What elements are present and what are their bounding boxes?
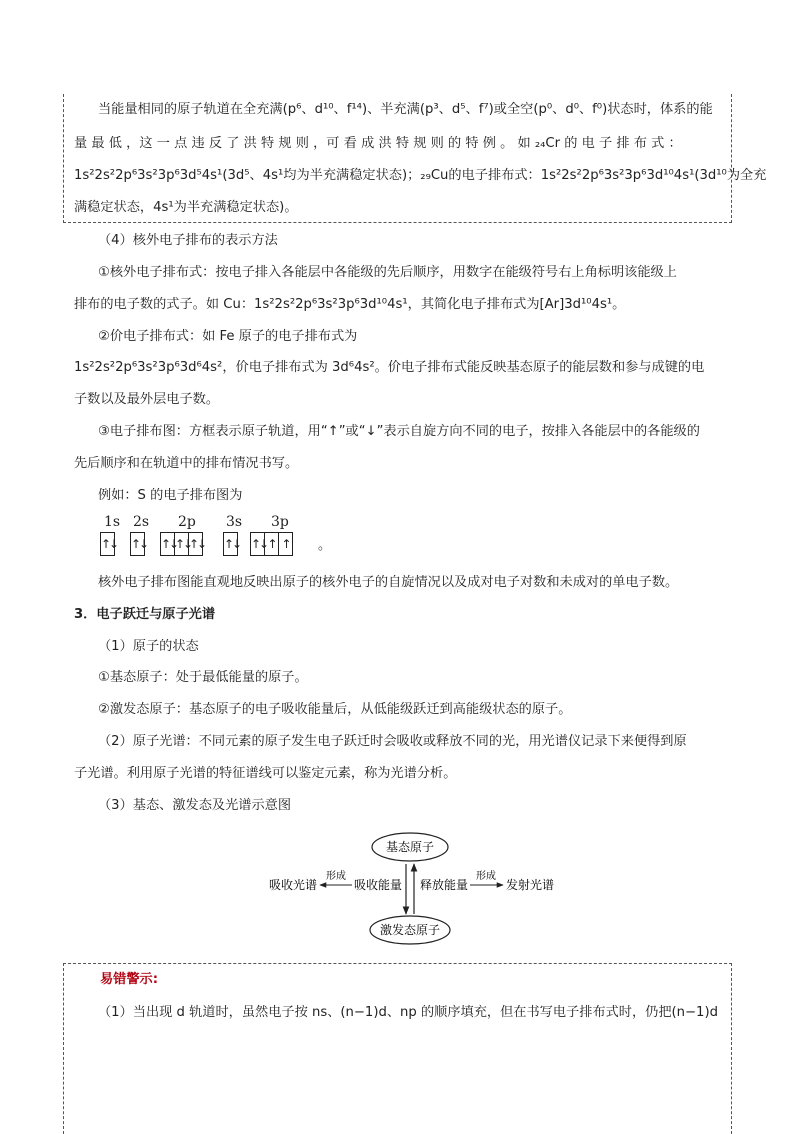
orbital-cell: ↑↓: [131, 537, 148, 551]
right-form-label: 形成: [476, 871, 496, 882]
valence-def-line-2: 1s²2s²2p⁶3s²3p⁶3d⁶4s²，价电子排布式为 3d⁶4s²。价电子排布式能反映基态原子的能层数和参与成键的电: [74, 360, 705, 375]
absorption-spectrum-label: 吸收光谱: [268, 878, 317, 892]
warning-title: 易错警示:: [100, 972, 159, 987]
absorb-energy-label: 吸收能量: [353, 878, 402, 892]
warning-line-1: （1）当出现 d 轨道时，虽然电子按 ns、(n−1)d、np 的顺序填充，但在书写电子排布式时，仍把(n−1)d: [98, 1005, 718, 1020]
orbital-cell: ↑↓: [101, 537, 118, 551]
section-3-heading: 3．电子跃迁与原子光谱: [74, 607, 216, 622]
orbital-period: 。: [318, 538, 332, 553]
ground-state-label: 基态原子: [385, 840, 435, 854]
valence-def-line-1: ②价电子排布式：如 Fe 原子的电子排布式为: [98, 329, 358, 344]
section-4-title: （4）核外电子排布的表示方法: [98, 233, 278, 248]
orbital-label-2p: 2p: [178, 514, 196, 530]
excited-state-label: 激发态原子: [379, 923, 441, 937]
valence-def-line-3: 子数以及最外层电子数。: [74, 392, 220, 407]
note-line-4: 满稳定状态，4s¹为半充满稳定状态)。: [74, 200, 298, 215]
spectrum-def-line-2: 子光谱。利用原子光谱的特征谱线可以鉴定元素，称为光谱分析。: [74, 766, 457, 781]
orbital-box-3p: [250, 532, 293, 556]
config-def-line-2: 排布的电子数的式子。如 Cu：1s²2s²2p⁶3s²3p⁶3d¹⁰4s¹，其简化电子排布式为[Ar]3d¹⁰4s¹。: [74, 297, 626, 312]
orbital-box-2s: [130, 532, 148, 556]
orbital-cell: ↑↓: [189, 537, 206, 551]
diagram-title: （3）基态、激发态及光谱示意图: [98, 798, 292, 813]
orbital-cell: ↑: [265, 533, 279, 555]
ground-state-def: ①基态原子：处于最低能量的原子。: [98, 670, 308, 685]
release-energy-label: 释放能量: [420, 878, 469, 892]
orbital-box-3s: [223, 532, 241, 556]
orbital-cell: ↑: [281, 537, 290, 551]
note-line-1: 当能量相同的原子轨道在全充满(p⁶、d¹⁰、f¹⁴)、半充满(p³、d⁵、f⁷)或全空(p⁰、d⁰、f⁰)状态时，体系的能: [98, 102, 713, 117]
orbital-cell: ↑↓: [251, 533, 265, 555]
orbital-label-3p: 3p: [271, 514, 289, 530]
orbital-cell: ↑↓: [161, 533, 175, 555]
orbital-label-1s: 1s: [104, 514, 121, 530]
excited-state-def: ②激发态原子：基态原子的电子吸收能量后，从低能级跃迁到高能级状态的原子。: [98, 702, 572, 717]
orbital-box-1s: [100, 532, 118, 556]
orbital-cell: ↑↓: [175, 533, 189, 555]
config-def-line-1: ①核外电子排布式：按电子排入各能层中各能级的先后顺序，用数字在能级符号右上角标明该能级上: [98, 265, 677, 280]
spectrum-def-line-1: （2）原子光谱：不同元素的原子发生电子跃迁时会吸收或释放不同的光，用光谱仪记录下来便得到原: [98, 734, 687, 749]
atom-state-title: （1）原子的状态: [98, 639, 199, 654]
orbital-cell: ↑↓: [224, 537, 241, 551]
diagram-def-line-2: 先后顺序和在轨道中的排布情况书写。: [74, 456, 299, 471]
orbital-label-2s: 2s: [133, 514, 150, 530]
example-line: 例如：S 的电子排布图为: [98, 488, 243, 503]
emission-spectrum-label: 发射光谱: [506, 878, 555, 892]
note-line-3: 1s²2s²2p⁶3s²3p⁶3d⁵4s¹(3d⁵、4s¹均为半充满稳定状态)；₂₉Cu的电子排布式：1s²2s²2p⁶3s²3p⁶3d¹⁰4s¹(3d¹⁰为全充: [74, 168, 767, 183]
state-spectrum-diagram: [260, 828, 560, 948]
orbital-box-2p: [160, 532, 206, 556]
diagram-def-line-1: ③电子排布图：方框表示原子轨道，用“↑”或“↓”表示自旋方向不同的电子，按排入各能层中的各能级的: [98, 424, 700, 439]
orbital-label-3s: 3s: [226, 514, 243, 530]
warning-box: [63, 963, 732, 1134]
diagram-summary: 核外电子排布图能直观地反映出原子的核外电子的自旋情况以及成对电子对数和未成对的单电子数。: [98, 575, 679, 590]
note-line-2: 量 最 低 ，这 一 点 违 反 了 洪 特 规 则 ，可 看 成 洪 特 规 则 的 特 例 。 如 ₂₄Cr 的 电 子 排 布 式 ：: [74, 136, 682, 151]
left-form-label: 形成: [326, 871, 346, 882]
